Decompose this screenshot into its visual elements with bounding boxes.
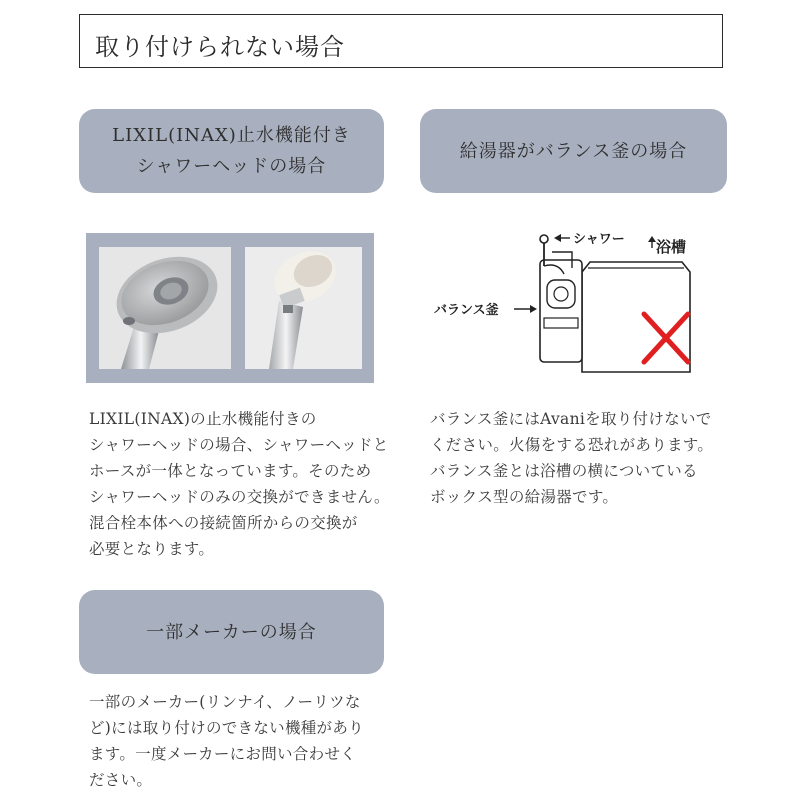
maker-heading — [79, 590, 384, 674]
lixil-line-3: ホースが一体となっています。そのため — [89, 462, 372, 480]
maker-heading-text: 一部メーカーの場合 — [146, 621, 317, 643]
balance-heading — [420, 109, 727, 193]
balance-heading-text: 給湯器がバランス釜の場合 — [459, 140, 688, 162]
balance-line-3: バランス釜とは浴槽の横についている — [430, 462, 698, 480]
lixil-line-5: 混合栓本体への接続箇所からの交換が — [89, 514, 358, 532]
maker-line-4: ださい。 — [89, 771, 153, 789]
lixil-heading-line-1: LIXIL(INAX)止水機能付き — [112, 125, 351, 146]
balance-line-4: ボックス型の給湯器です。 — [430, 488, 619, 506]
lixil-paragraph — [89, 406, 390, 562]
maker-line-3: ます。一度メーカーにお問い合わせく — [89, 745, 357, 763]
balance-boiler-diagram — [432, 222, 702, 387]
boiler-shape — [540, 260, 582, 362]
shower-photo-panel — [86, 233, 374, 383]
title-box — [79, 14, 723, 68]
lixil-line-4: シャワーヘッドのみの交換ができません。 — [89, 488, 390, 506]
balance-paragraph — [430, 406, 713, 510]
lixil-line-6: 必要となります。 — [89, 540, 215, 558]
lixil-heading — [79, 109, 384, 193]
maker-line-1: 一部のメーカー(リンナイ、ノーリツな — [89, 693, 361, 711]
lixil-heading-line-2: シャワーヘッドの場合 — [136, 156, 327, 177]
boiler-label: バランス釜 — [434, 303, 499, 318]
shower-label: シャワー — [573, 232, 625, 247]
balance-line-1: バランス釜にはAvaniを取り付けないで — [430, 410, 712, 428]
bathtub-label: 浴槽 — [656, 238, 687, 256]
lixil-line-2: シャワーヘッドの場合、シャワーヘッドと — [89, 436, 389, 454]
shower-head-photo-front — [99, 247, 231, 369]
balance-line-2: ください。火傷をする恐れがあります。 — [430, 436, 714, 454]
bathtub-shape — [582, 262, 690, 372]
maker-paragraph — [89, 689, 364, 793]
maker-line-2: ど)には取り付けのできない機種があり — [89, 719, 364, 737]
shower-head-photo-side — [245, 247, 362, 369]
page-title: 取り付けられない場合 — [95, 33, 345, 61]
lixil-line-1: LIXIL(INAX)の止水機能付きの — [89, 410, 317, 428]
